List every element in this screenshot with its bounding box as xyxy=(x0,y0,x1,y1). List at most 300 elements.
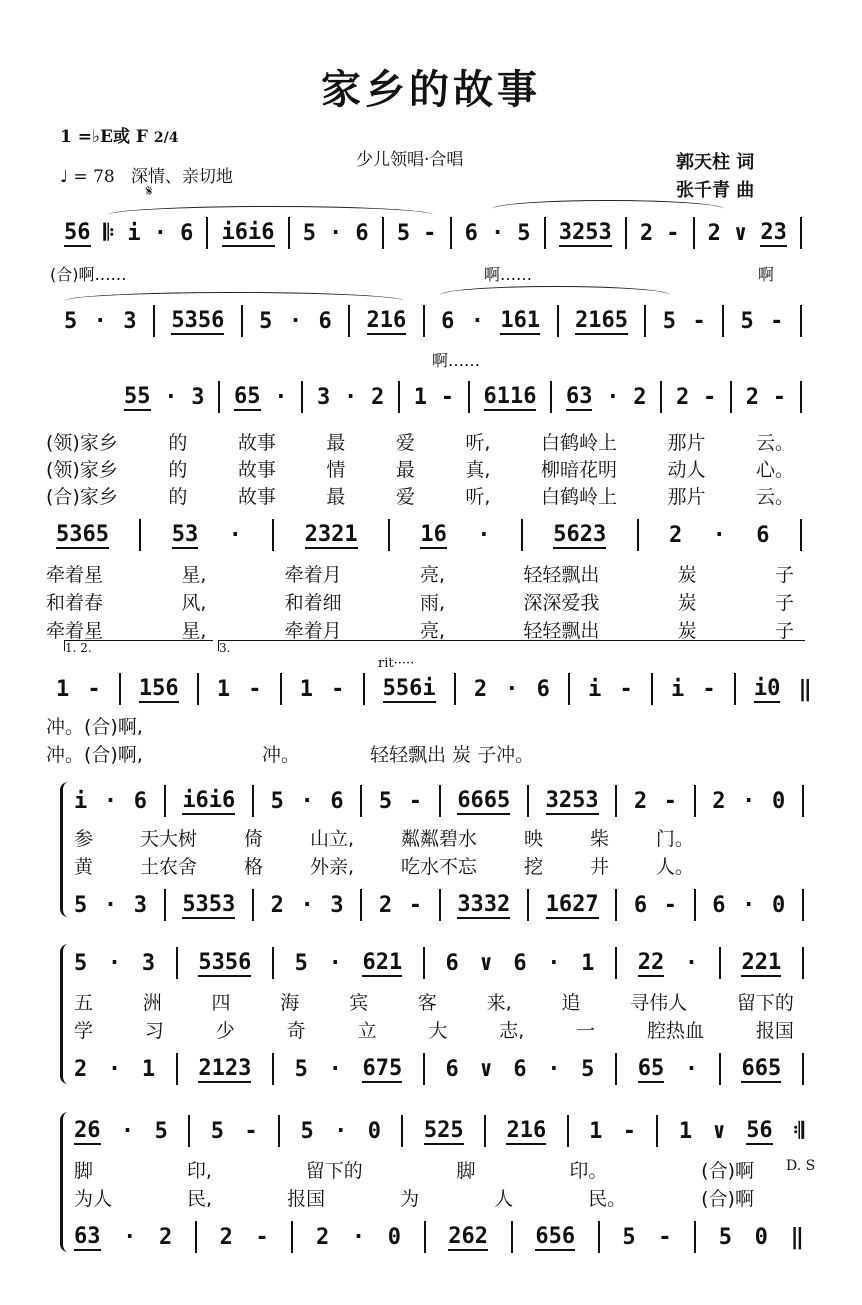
dash-extension: - xyxy=(408,788,423,814)
lyric-word: 留下的 xyxy=(305,1160,363,1182)
note: 262 xyxy=(448,1223,489,1249)
lyricist-credit: 郭天柱 词 xyxy=(676,152,755,173)
composer-credit: 张千青 曲 xyxy=(676,180,755,201)
note: 5 xyxy=(270,788,284,814)
note: 6 xyxy=(445,950,459,976)
note: 3 xyxy=(133,892,148,918)
note: 55 xyxy=(124,383,151,409)
lyric-word: 报国 xyxy=(287,1188,326,1210)
lyric-chorus-4 xyxy=(74,1016,794,1043)
lyric-word: 亮, xyxy=(419,564,446,586)
note: 56 xyxy=(64,219,91,245)
note: 3 xyxy=(191,384,205,410)
bar-line xyxy=(291,1221,293,1253)
bar-line xyxy=(288,217,290,249)
notation-row-9 xyxy=(74,1052,804,1086)
dash-extension: - xyxy=(663,788,677,814)
lyric-word: 深深爱我 xyxy=(523,592,600,614)
lyric-word: 牵着月 xyxy=(284,620,342,642)
dot-extension: · xyxy=(153,220,167,246)
dot-extension: · xyxy=(334,1118,348,1144)
third-ending-bracket xyxy=(218,640,805,655)
note: 0 xyxy=(772,892,786,918)
dot-extension: · xyxy=(328,950,342,976)
note: 2 xyxy=(675,384,690,410)
lyric-word: 爱 xyxy=(395,432,415,454)
note-sequence xyxy=(74,784,804,818)
dot-extension: · xyxy=(328,1056,342,1082)
lyric-word: 少 xyxy=(215,1020,235,1042)
note: 1 xyxy=(141,1056,156,1082)
lyric-word: 来, xyxy=(486,992,512,1014)
ritardando-mark: rit····· xyxy=(378,656,415,671)
lyric-word: 黄 xyxy=(74,856,94,878)
note: 221 xyxy=(741,949,782,975)
key-signature xyxy=(60,122,179,147)
note: i6i6 xyxy=(182,787,236,813)
bar-line xyxy=(176,947,178,979)
note: 65 xyxy=(637,1055,665,1081)
lyric-word: 柴 xyxy=(589,828,609,850)
note-sequence xyxy=(74,1220,804,1254)
lyric-word: 为 xyxy=(400,1188,420,1210)
note: i xyxy=(74,788,88,814)
dash-extension: - xyxy=(331,676,345,702)
notation-row-2 xyxy=(64,304,802,338)
bar-line xyxy=(693,217,695,249)
bar-line xyxy=(164,785,166,817)
bar-line xyxy=(734,673,736,705)
lyric-word: 粼粼碧水 xyxy=(400,828,477,850)
note: 2 xyxy=(707,220,721,246)
bar-line xyxy=(424,1221,426,1253)
lyric-word: 最 xyxy=(326,486,346,508)
lyric-word: 牵着月 xyxy=(284,564,342,586)
notation-row-4 xyxy=(56,518,802,552)
bar-line xyxy=(637,519,639,551)
note-sequence xyxy=(74,1114,804,1148)
lyric-word: 云。 xyxy=(755,486,794,508)
volta-label: 3. xyxy=(219,641,231,655)
note: 5 xyxy=(300,1118,314,1144)
dash-extension: - xyxy=(666,220,680,246)
note: 665 xyxy=(741,1055,782,1081)
dash-extension: - xyxy=(702,384,717,410)
bar-line xyxy=(272,519,274,551)
note: 156 xyxy=(138,675,179,701)
bar-line xyxy=(568,673,570,705)
bar-line xyxy=(660,381,662,413)
note: 2 xyxy=(219,1224,233,1250)
note: 5356 xyxy=(198,949,252,975)
note-sequence xyxy=(74,888,804,922)
dot-extension: · xyxy=(547,1056,561,1082)
note: 2 xyxy=(315,1224,330,1250)
breath-mark: ∨ xyxy=(479,1056,493,1082)
note: 3 xyxy=(123,308,137,334)
note: 65 xyxy=(234,383,261,409)
dot-extension: · xyxy=(164,384,178,410)
lyric-word: 为人 xyxy=(74,1188,113,1210)
note: 5 xyxy=(154,1118,168,1144)
lyric-word: 白鹤岭上 xyxy=(540,486,617,508)
note: 5353 xyxy=(182,891,236,917)
lyric-word: 子 xyxy=(774,592,794,614)
lyric-word: 牵着星 xyxy=(46,564,104,586)
note: 2 xyxy=(270,892,284,918)
lyric-word: 寻伟人 xyxy=(630,992,688,1014)
lyric-word: (合)啊 xyxy=(701,1188,754,1210)
bar-line xyxy=(218,381,220,413)
note: 56 xyxy=(746,1117,773,1143)
note: i xyxy=(588,676,602,702)
lyric-word: 海 xyxy=(280,992,300,1014)
note: 3 xyxy=(141,950,156,976)
note: 5 xyxy=(74,950,88,976)
bar-line xyxy=(550,381,552,413)
lyric-ending-2b: 冲。 xyxy=(262,744,301,766)
bar-line xyxy=(694,785,696,817)
note: 2 xyxy=(473,676,488,702)
bar-line xyxy=(511,1221,513,1253)
bar-line xyxy=(544,217,546,249)
lyric-word: (领)家乡 xyxy=(46,432,118,454)
note-sequence xyxy=(74,1052,804,1086)
bar-line xyxy=(615,947,617,979)
bar-line xyxy=(722,305,724,337)
bar-line xyxy=(644,305,646,337)
dot-extension: · xyxy=(93,308,107,334)
note: 6 xyxy=(445,1056,459,1082)
bar-line xyxy=(272,947,274,979)
note: 6 xyxy=(355,220,369,246)
lyric-word: 格 xyxy=(243,856,263,878)
bar-line xyxy=(188,1115,190,1147)
bar-line xyxy=(719,947,721,979)
lyric-word: 爱 xyxy=(395,486,415,508)
lyric-word: 倚 xyxy=(243,828,263,850)
dash-extension: - xyxy=(423,220,437,246)
dash-extension: - xyxy=(619,676,633,702)
lyric-word: 井 xyxy=(589,856,609,878)
note: 5365 xyxy=(56,521,109,547)
mood-text: 深情、亲切地 xyxy=(130,167,233,187)
breath-mark: ∨ xyxy=(734,220,748,246)
bar-line xyxy=(694,889,696,921)
dot-extension: · xyxy=(477,522,491,548)
note: 1 xyxy=(581,950,595,976)
note: 6 xyxy=(133,788,148,814)
bar-line xyxy=(802,947,804,979)
dash-extension: - xyxy=(408,892,423,918)
lyric-word: 参 xyxy=(74,828,94,850)
lyric-word: 炭 xyxy=(677,564,697,586)
note: 2 xyxy=(378,892,393,918)
lyric-word: 宾 xyxy=(349,992,369,1014)
lyric-intro: 啊…… xyxy=(484,265,533,284)
lyric-word: 洲 xyxy=(142,992,162,1014)
double-bar-line: 𝄆 xyxy=(103,220,115,246)
lyric-verse-1 xyxy=(46,428,794,455)
lyric-word: 故事 xyxy=(237,486,276,508)
lyric-word: 心。 xyxy=(755,459,794,481)
lyric-word: (领)家乡 xyxy=(46,459,118,481)
note: 556i xyxy=(382,675,436,701)
dash-extension: - xyxy=(440,384,454,410)
dot-extension: · xyxy=(470,308,485,334)
note: 2165 xyxy=(574,307,628,333)
lyric-word: 亮, xyxy=(419,620,446,642)
bar-line xyxy=(301,381,303,413)
note: 656 xyxy=(535,1223,576,1249)
note: 63 xyxy=(565,383,593,409)
system-brace xyxy=(60,1112,69,1252)
double-bar-line: 𝄇 xyxy=(793,1118,804,1144)
bar-line xyxy=(800,217,802,249)
lyric-ending-2c: 轻轻飘出 炭 子冲。 xyxy=(370,744,535,766)
bar-line xyxy=(800,519,802,551)
note: i xyxy=(670,676,685,702)
lyric-word: 人 xyxy=(494,1188,514,1210)
lyric-word: 那片 xyxy=(667,486,706,508)
note: 6116 xyxy=(483,383,537,409)
lyric-chorus-2 xyxy=(74,852,694,879)
note: 3 xyxy=(317,384,331,410)
dot-extension: · xyxy=(300,892,314,918)
bar-line xyxy=(176,1053,178,1085)
note: 675 xyxy=(362,1055,403,1081)
note: 5 xyxy=(378,788,393,814)
note: 6 xyxy=(180,220,194,246)
note: 5 xyxy=(396,220,411,246)
note: i6i6 xyxy=(221,219,275,245)
note: 3 xyxy=(330,892,344,918)
note: 2 xyxy=(633,788,648,814)
lyric-ending-2: 冲。(合)啊, xyxy=(46,744,143,766)
dot-extension: · xyxy=(606,384,620,410)
lyric-word: 脚 xyxy=(456,1160,476,1182)
dash-extension: - xyxy=(702,676,716,702)
lyric-word: 吃水不忘 xyxy=(400,856,477,878)
bar-line xyxy=(278,1115,280,1147)
lyric-word: 子 xyxy=(774,564,794,586)
time-signature: 2/4 xyxy=(153,130,179,146)
note: 0 xyxy=(387,1224,402,1250)
lyric-chorus-3 xyxy=(74,988,794,1015)
lyric-word: 柳暗花明 xyxy=(540,459,617,481)
dot-extension: · xyxy=(490,220,505,246)
note: 1 xyxy=(56,676,70,702)
note: 2 xyxy=(639,220,654,246)
lyric-word: 炭 xyxy=(677,620,697,642)
first-ending-bracket xyxy=(64,640,213,655)
bar-line xyxy=(719,1053,721,1085)
lyric-word: 和着细 xyxy=(284,592,342,614)
lyric-word: 星, xyxy=(181,564,207,586)
bar-line xyxy=(450,217,452,249)
bar-line xyxy=(401,1115,403,1147)
bar-line xyxy=(439,785,441,817)
lyric-word: 报国 xyxy=(755,1020,794,1042)
bar-line xyxy=(557,305,559,337)
lyric-word: 风, xyxy=(181,592,207,614)
dash-extension: - xyxy=(622,1118,636,1144)
bar-line xyxy=(484,1115,486,1147)
bar-line xyxy=(454,673,456,705)
note: 5 xyxy=(718,1224,733,1250)
lyric-word: 腔热血 xyxy=(647,1020,705,1042)
lyric-word: 听, xyxy=(465,432,491,454)
bar-line xyxy=(521,519,523,551)
lyric-word: 山立, xyxy=(309,828,354,850)
notation-row-1 xyxy=(64,216,802,250)
bar-line xyxy=(197,673,199,705)
note: 216 xyxy=(506,1117,547,1143)
bar-line xyxy=(468,381,470,413)
lyric-word: 和着春 xyxy=(46,592,104,614)
note: 6 xyxy=(712,892,726,918)
note: 5 xyxy=(74,892,88,918)
bar-line xyxy=(527,889,529,921)
note: 5 xyxy=(64,308,78,334)
lyric-word: 一 xyxy=(576,1020,596,1042)
note: 6 xyxy=(513,950,527,976)
note: 3253 xyxy=(558,219,612,245)
bar-line xyxy=(615,889,617,921)
bar-line xyxy=(119,673,121,705)
lyric-word: 志, xyxy=(499,1020,525,1042)
dot-extension: · xyxy=(684,1056,699,1082)
breath-mark: ∨ xyxy=(712,1118,726,1144)
lyric-word: 追 xyxy=(561,992,581,1014)
note: 0 xyxy=(367,1118,382,1144)
dash-extension: - xyxy=(692,308,706,334)
note: 0 xyxy=(772,788,786,814)
note: 5 xyxy=(302,220,316,246)
note: 1 xyxy=(589,1118,603,1144)
bar-line xyxy=(423,1053,425,1085)
note: 5623 xyxy=(553,521,607,547)
bar-line xyxy=(730,381,732,413)
lyric-word: 天大树 xyxy=(139,828,197,850)
lyric-word: 四 xyxy=(211,992,231,1014)
double-bar-line: ‖ xyxy=(790,1224,804,1250)
lyric-word: (合)家乡 xyxy=(46,486,118,508)
note: 1 xyxy=(678,1118,693,1144)
bar-line xyxy=(802,1053,804,1085)
bar-line xyxy=(802,889,804,921)
notation-row-3 xyxy=(124,380,802,414)
lyric-word: 白鹤岭上 xyxy=(540,432,617,454)
note-sequence xyxy=(124,380,802,414)
lyric-word: 土农舍 xyxy=(139,856,197,878)
note: 3253 xyxy=(545,787,599,813)
lyric-stanza-3 xyxy=(46,616,794,643)
key-text: 1 =♭E或 F xyxy=(60,127,148,147)
notation-row-8 xyxy=(74,946,804,980)
tempo-text: ♩ = 78 xyxy=(60,167,115,187)
bar-line xyxy=(567,1115,569,1147)
lyric-word: 大 xyxy=(428,1020,448,1042)
note: 525 xyxy=(423,1117,464,1143)
dot-extension: · xyxy=(547,950,561,976)
lyric-word: 炭 xyxy=(677,592,697,614)
dash-extension: - xyxy=(770,308,784,334)
bar-line xyxy=(252,889,254,921)
lyric-word: 动人 xyxy=(667,459,706,481)
segno-sign: 𝄋 xyxy=(146,182,153,200)
system-brace xyxy=(60,944,69,1084)
note: 6 xyxy=(330,788,344,814)
note: 6 xyxy=(756,522,770,548)
note-sequence xyxy=(64,216,802,250)
note: 5 xyxy=(740,308,754,334)
bar-line xyxy=(153,305,155,337)
note: 22 xyxy=(637,949,665,975)
dot-extension: · xyxy=(742,788,756,814)
note: 5 xyxy=(294,950,308,976)
note: 53 xyxy=(171,521,199,547)
lyric-word: 星, xyxy=(181,620,207,642)
lyric-word: 雨, xyxy=(419,592,446,614)
lyric-verse-2 xyxy=(46,455,794,482)
phrase-slur xyxy=(64,292,404,301)
note: 6 xyxy=(633,892,648,918)
lyric-word: 人。 xyxy=(655,856,694,878)
breath-mark: ∨ xyxy=(479,950,493,976)
dal-segno-mark: D. S xyxy=(786,1158,816,1174)
lyric-word: 习 xyxy=(144,1020,164,1042)
lyric-word: 的 xyxy=(168,486,188,508)
note: 2 xyxy=(712,788,726,814)
dot-extension: · xyxy=(344,384,358,410)
volta-label: 1. 2. xyxy=(65,641,92,655)
bar-line xyxy=(802,785,804,817)
bar-line xyxy=(195,1221,197,1253)
lyric-word: 印。 xyxy=(569,1160,608,1182)
lyric-word: 子 xyxy=(774,620,794,642)
bar-line xyxy=(398,381,400,413)
lyric-stanza-2 xyxy=(46,588,794,615)
lyric-word: 故事 xyxy=(237,432,276,454)
bar-line xyxy=(388,519,390,551)
lyric-word: 的 xyxy=(168,432,188,454)
dot-extension: · xyxy=(107,1056,122,1082)
lyric-word: 牵着星 xyxy=(46,620,104,642)
note: i xyxy=(127,220,141,246)
dot-extension: · xyxy=(351,1224,366,1250)
dot-extension: · xyxy=(300,788,314,814)
note: 2 xyxy=(745,384,759,410)
note: 5 xyxy=(517,220,531,246)
dot-extension: · xyxy=(505,676,519,702)
note: 621 xyxy=(362,949,403,975)
note: 0 xyxy=(754,1224,768,1250)
system-brace xyxy=(60,782,69,917)
notation-row-5 xyxy=(56,672,812,706)
lyric-word: 听, xyxy=(465,486,491,508)
dash-extension: - xyxy=(255,1224,269,1250)
lyric-word: 门。 xyxy=(655,828,694,850)
bar-line xyxy=(423,305,425,337)
note: 5 xyxy=(581,1056,595,1082)
note: 5 xyxy=(210,1118,224,1144)
note: 1 xyxy=(216,676,231,702)
bar-line xyxy=(363,673,365,705)
lyric-word: 五 xyxy=(74,992,94,1014)
bar-line xyxy=(439,889,441,921)
lyric-word: 挖 xyxy=(523,856,543,878)
